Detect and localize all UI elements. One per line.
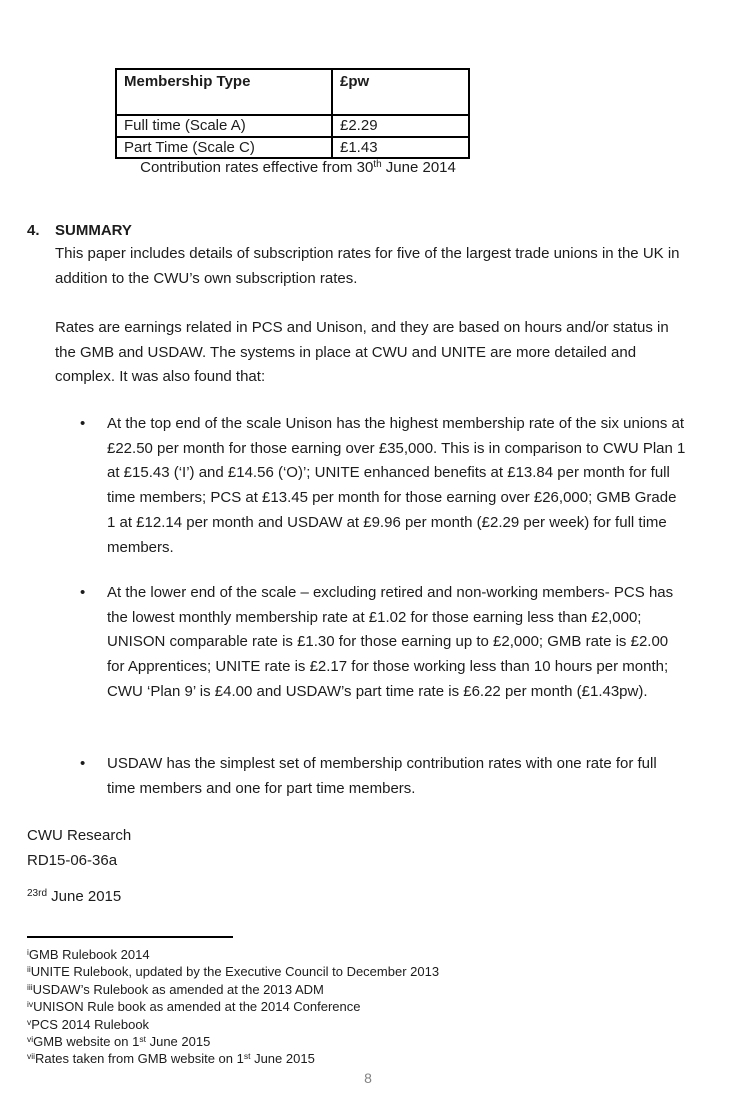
- footnote-marker: iv: [27, 999, 34, 1010]
- column-header-membership-type: Membership Type: [116, 69, 332, 115]
- footnote-marker: v: [27, 1016, 32, 1027]
- section-title: SUMMARY: [55, 222, 132, 239]
- footnote: [27, 1033, 717, 1050]
- bullet-icon: •: [80, 584, 86, 601]
- bullet-icon: •: [80, 755, 86, 772]
- bullet-item: [80, 752, 686, 801]
- footnote-text: GMB website on 1: [33, 1034, 140, 1050]
- footnote-superscript: st: [243, 1051, 251, 1062]
- cell-rate: £2.29: [332, 115, 469, 137]
- bullet-text: At the top end of the scale Unison has the highest membership rate of the six unions at £22.50 per month for those earning over £35,000. This is in comparison to CWU Plan 1 at £15.43 (‘I’) and £14.56 (‘O)’; UNITE enhanced benefits at £13.84 per month for full time members; PCS at £13.45 per month for those earning over £26,000; GMB Grade 1 at £12.14 per month and USDAW at £9.96 per month (£2.29 per week) for full time members.: [107, 415, 686, 556]
- footnote-text: UNISON Rule book as amended at the 2014 Conference: [33, 999, 361, 1015]
- section-heading: [27, 222, 132, 239]
- caption-ordinal-superscript: th: [373, 159, 382, 170]
- bullet-text: At the lower end of the scale – excluding retired and non-working members- PCS has the lowest monthly membership rate at £1.02 for those earning less than £2,000; UNISON comparable rate is £1.30 for those earning up to £2,000; GMB rate is £2.00 for Apprentices; UNITE rate is £2.17 for those working less than 10 hours per month; CWU ‘Plan 9’ is £4.00 and USDAW’s part time rate is £6.22 per month (£1.43pw).: [107, 584, 674, 700]
- date-text: June 2015: [47, 888, 122, 905]
- footnote-text: USDAW’s Rulebook as amended at the 2013 ADM: [32, 981, 324, 997]
- signoff-block: [27, 824, 131, 873]
- footnote-marker: vi: [27, 1034, 34, 1045]
- footnote-marker: iii: [27, 981, 33, 992]
- membership-rates-table: [115, 68, 470, 159]
- bullet-text: USDAW has the simplest set of membership contribution rates with one rate for full time members and one for part time members.: [107, 755, 657, 797]
- cell-membership-type: Full time (Scale A): [116, 115, 332, 137]
- footnote-text: GMB Rulebook 2014: [28, 947, 150, 962]
- footnote-text: UNITE Rulebook, updated by the Executive Council to December 2013: [30, 964, 440, 980]
- signoff-author: CWU Research: [27, 827, 132, 844]
- table-row: [116, 137, 469, 159]
- date-day-superscript: 23rd: [27, 888, 48, 899]
- footnote-superscript: st: [139, 1034, 146, 1045]
- signoff-date: [27, 888, 121, 905]
- column-header-pw: £pw: [332, 69, 469, 115]
- summary-paragraph-1: This paper includes details of subscription rates for five of the largest trade unions in the UK in addition to the CWU’s own subscription rates.: [55, 245, 680, 287]
- table-caption: [108, 159, 488, 176]
- summary-paragraph-2: Rates are earnings related in PCS and Unison, and they are based on hours and/or status in the GMB and USDAW. The systems in place at CWU and UNITE are more detailed and complex. It was also found that:: [55, 319, 669, 386]
- footnote: [27, 1016, 717, 1033]
- footnote-text: PCS 2014 Rulebook: [31, 1016, 150, 1032]
- footnote: [27, 1050, 717, 1067]
- table-row: [116, 115, 469, 137]
- cell-membership-type: Part Time (Scale C): [116, 137, 332, 159]
- footnote: [27, 946, 717, 963]
- bullet-item: [80, 581, 686, 705]
- footnote: [27, 998, 717, 1015]
- caption-text: Contribution rates effective from 30: [140, 159, 374, 176]
- table-header-row: [116, 69, 469, 115]
- bullet-item: [80, 412, 686, 560]
- footnote: [27, 981, 717, 998]
- footnote-marker: i: [27, 947, 29, 957]
- caption-text: June 2014: [381, 159, 456, 176]
- footnote: [27, 963, 717, 980]
- footnote-text: June 2015: [145, 1034, 211, 1050]
- footnote-separator: [27, 936, 233, 938]
- footnote-marker: ii: [27, 964, 31, 975]
- cell-rate: £1.43: [332, 137, 469, 159]
- footnote-text: June 2015: [250, 1051, 315, 1067]
- page-number: 8: [364, 1070, 372, 1086]
- footnote-marker: vii: [27, 1051, 36, 1062]
- footnote-text: Rates taken from GMB website on 1: [35, 1051, 244, 1067]
- footnotes-section: [27, 946, 717, 1068]
- bullet-icon: •: [80, 415, 86, 432]
- signoff-reference: RD15-06-36a: [27, 851, 118, 869]
- section-number: 4.: [27, 222, 40, 239]
